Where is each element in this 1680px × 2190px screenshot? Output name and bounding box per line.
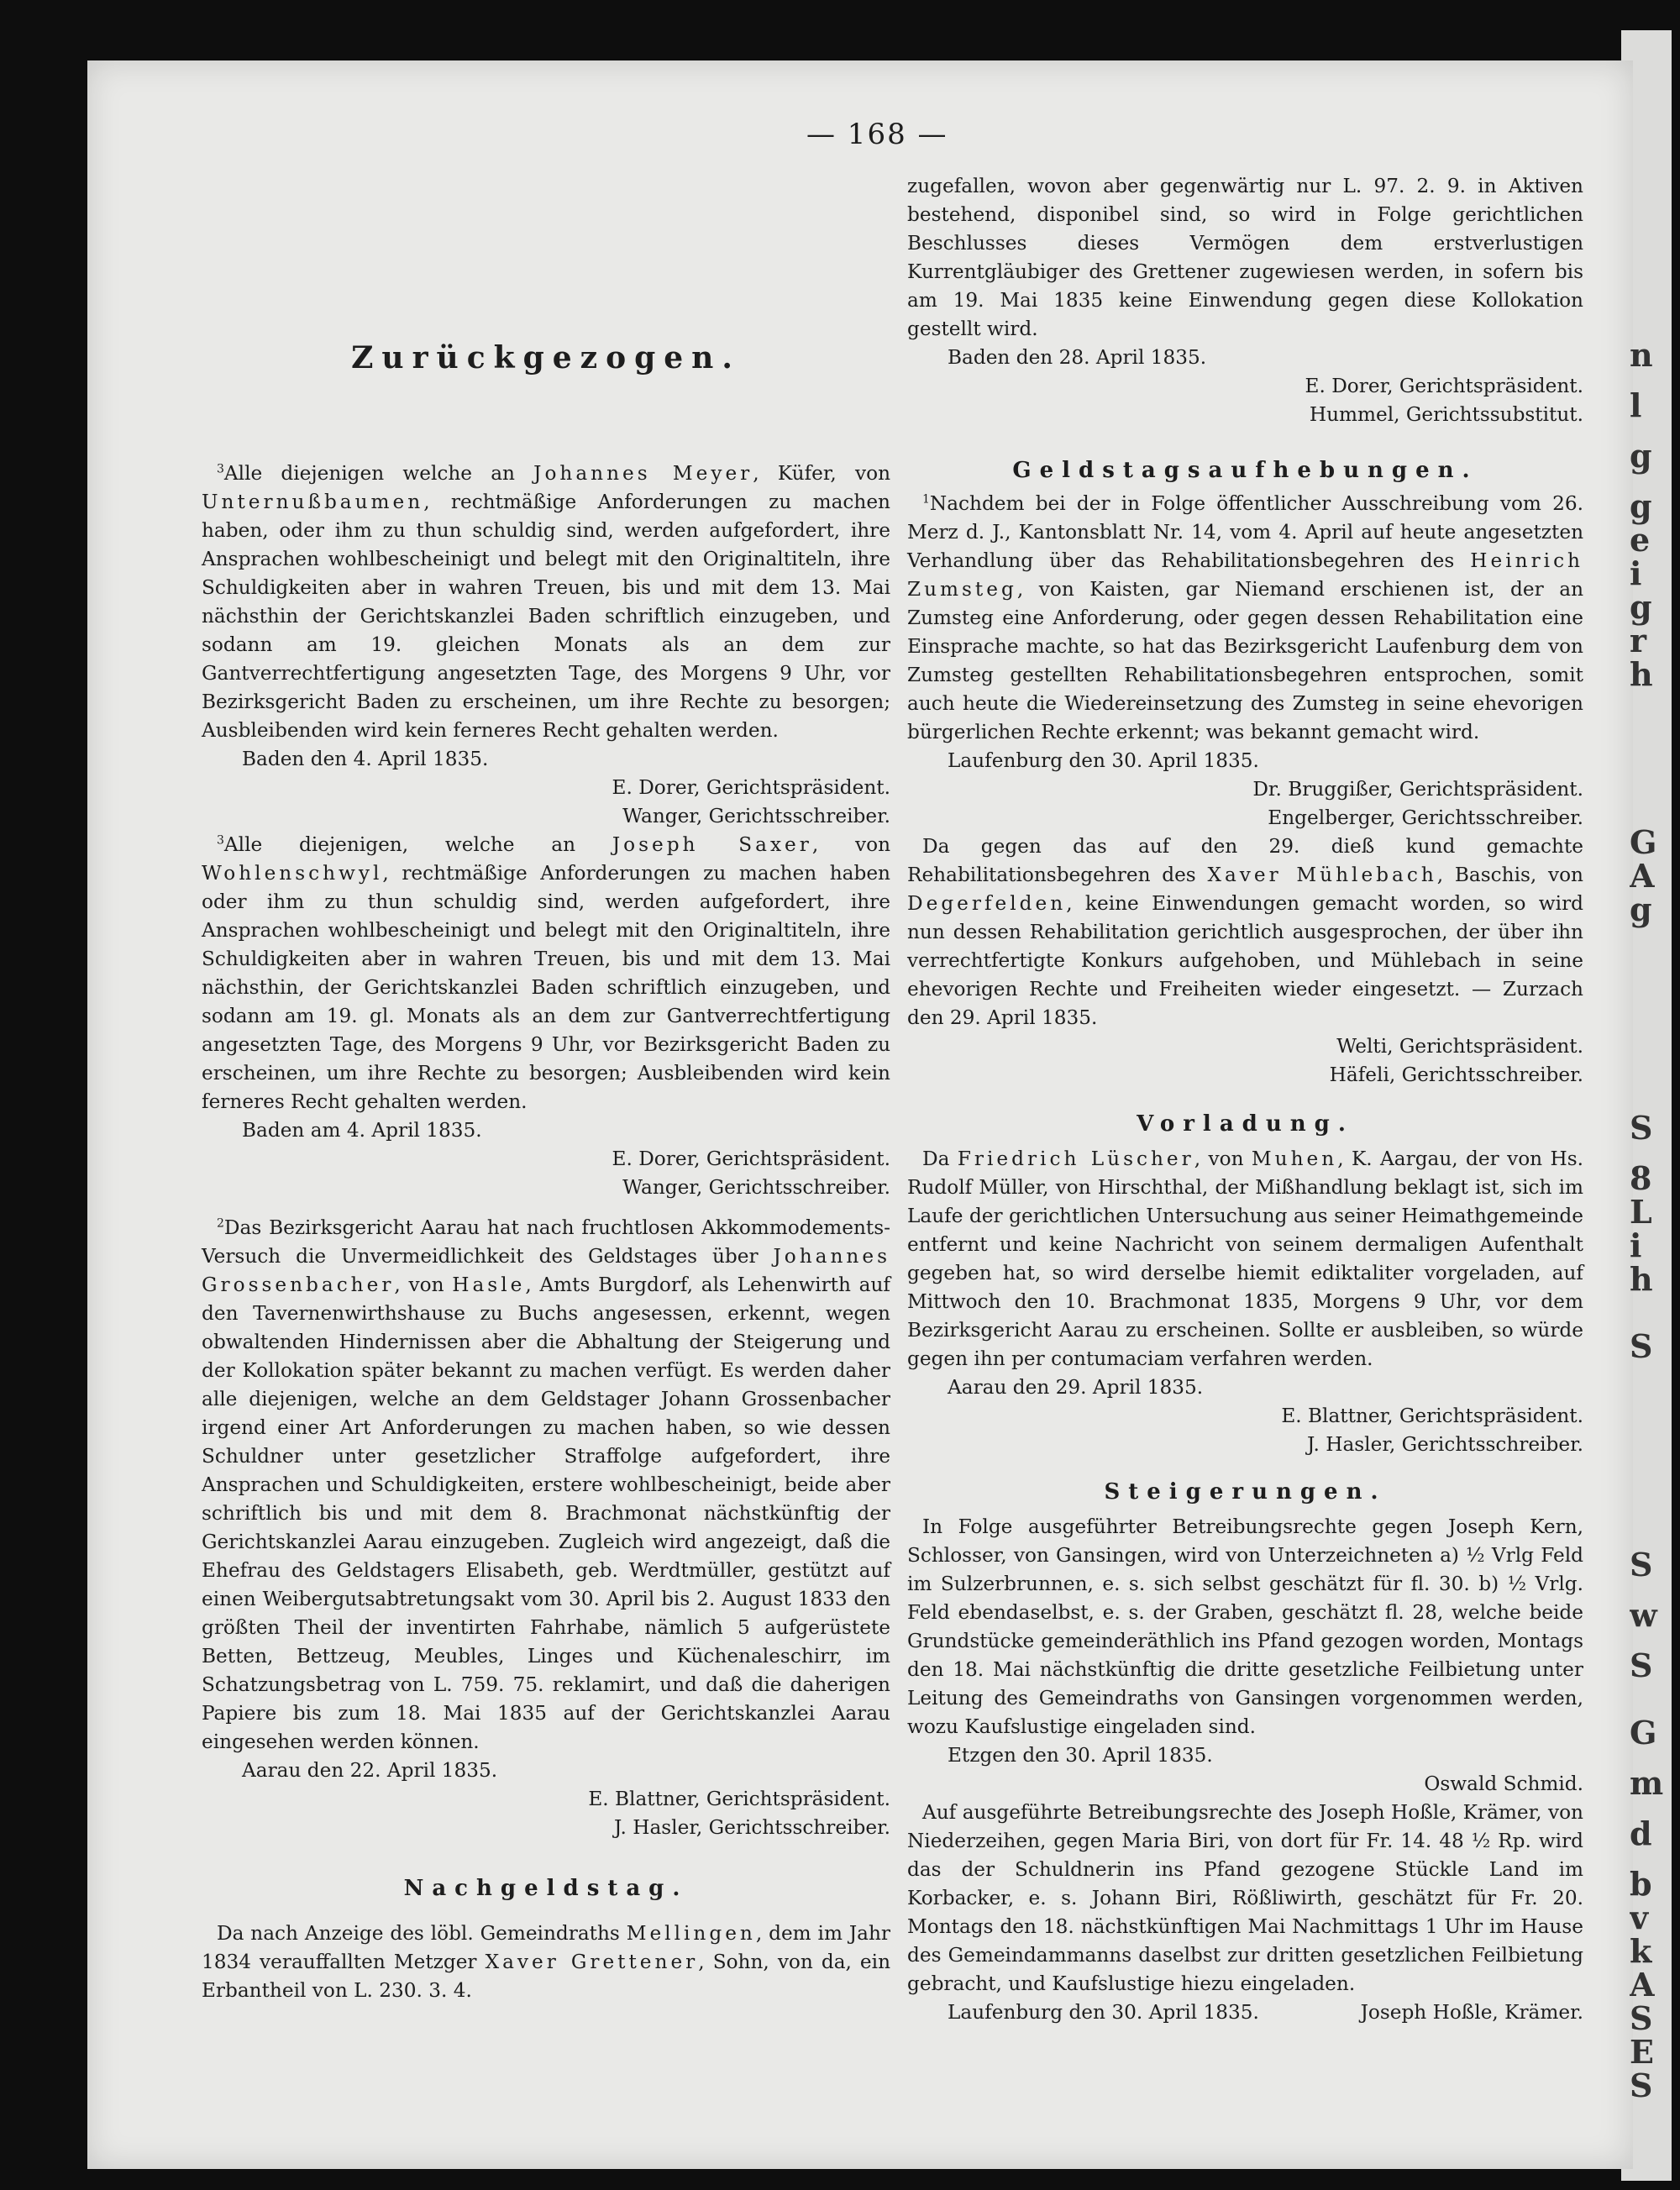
bleed-letter: k	[1630, 1932, 1652, 1970]
bleed-letter: e	[1630, 521, 1651, 559]
bleed-letter: S	[1630, 1546, 1653, 1583]
signature-clerk: Wanger, Gerichtsschreiber.	[622, 1176, 890, 1199]
bleed-letter: A	[1630, 857, 1655, 895]
bleed-letter: l	[1630, 386, 1642, 424]
notice-meyer: $^3$Alle diejenigen welche an Johannes Meyer, Küfer, von Unternußbaumen, rechtmäßige Anforderungen zu machen haben, oder ihm zu thun schuldig sind, werden aufgefordert, ihre Ansprachen wohlbescheinigt und belegt mit den Originaltiteln, ihre Schuldigkeiten aber in wahren Treuen, bis und mit dem 13. Mai nächsthin der Gerichtskanzlei Baden schriftlich einzugeben, und sodann am 19. gleichen Monats als an dem zur Gantverrechtfertigung angesetzten Tage, des Morgens 9 Uhr, vor Bezirksgericht Baden zu erscheinen, um ihre Rechte zu besorgen; Ausbleibenden wird kein ferneres Recht gehalten werden. Baden den 4. April 1835. E. Dorer, Gerichtspräsident. Wanger, Gerichtsschreiber.	[202, 460, 890, 831]
bleed-letter: i	[1630, 1226, 1642, 1264]
left-column	[202, 168, 890, 2005]
bleed-letter: g	[1630, 588, 1652, 626]
signature-clerk: Engelberger, Gerichtsschreiber.	[1268, 806, 1583, 829]
bleed-letter: r	[1630, 622, 1647, 659]
notice-grettener-continued: zugefallen, wovon aber gegenwärtig nur L. 97. 2. 9. in Aktiven bestehend, disponibel sind, so wird in Folge gerichtlichen Beschlusses dieses Vermögen dem erstverlustigen Kurrentgläubiger des Grettener zugewiesen werden, in sofern bis am 19. Mai 1835 keine Einwendung gegen diese Kollokation gestellt wird. Baden den 28. April 1835. E. Dorer, Gerichtspräsident. Hummel, Gerichtssubstitut.	[907, 172, 1583, 429]
bleed-letter: i	[1630, 554, 1642, 592]
page-number: — 168 —	[806, 118, 948, 151]
signature-clerk: Häfeli, Gerichtsschreiber.	[1329, 1063, 1583, 1086]
signature-schmid: Oswald Schmid.	[1424, 1772, 1583, 1795]
signature-substitute: Hummel, Gerichtssubstitut.	[1309, 403, 1583, 426]
bleed-letter: g	[1630, 487, 1652, 525]
notice-date: Laufenburg den 30. April 1835.	[948, 749, 1259, 772]
notice-kern: In Folge ausgeführter Betreibungsrechte gegen Joseph Kern, Schlosser, von Gansingen, wird von Unterzeichneten a) ½ Vrlg Feld im Sulzerbrunnen, e. s. sich selbst geschätzt für fl. 30. b) ½ Vrlg. Feld ebendaselbst, e. s. der Graben, geschätzt fl. 28, welche beide Grundstücke gemeinderäthlich ins Pfand gezogen worden, Montags den 18. Mai nächstkünftig die dritte gesetzliche Feilbietung unter Leitung des Gemeindraths von Gansingen vorgenommen werden, wozu Kaufslustige eingeladen sind. Etzgen den 30. April 1835. Oswald Schmid.	[907, 1513, 1583, 1799]
bleed-letter: G	[1630, 1714, 1657, 1751]
notice-date: Etzgen den 30. April 1835.	[948, 1744, 1213, 1767]
notice-luescher: Da Friedrich Lüscher, von Muhen, K. Aargau, der von Hs. Rudolf Müller, von Hirschthal, der Mißhandlung beklagt ist, sich im Laufe der gerichtlichen Untersuchung aus seiner Heimathgemeinde entfernt und keine Nachricht von seinem dermaligen Aufenthalt gegeben hat, so wird derselbe hiemit ediktaliter vorgeladen, auf Mittwoch den 10. Brachmonat 1835, Morgens 9 Uhr, vor dem Bezirksgericht Aarau zu erscheinen. Sollte er ausbleiben, so würde gegen ihn per contumaciam verfahren werden. Aarau den 29. April 1835. E. Blattner, Gerichtspräsident. J. Hasler, Gerichtsschreiber.	[907, 1145, 1583, 1459]
bleed-letter: h	[1630, 655, 1653, 693]
bleed-letter: g	[1630, 437, 1652, 475]
bleed-letter: v	[1630, 1899, 1649, 1936]
signature-president: E. Blattner, Gerichtspräsident.	[1281, 1405, 1583, 1427]
right-column	[907, 172, 1583, 2027]
signature-clerk: J. Hasler, Gerichtsschreiber.	[1307, 1433, 1583, 1456]
heading-nachgeldstag: Nachgeldstag.	[403, 1876, 689, 1901]
bleed-letter: m	[1630, 1764, 1664, 1802]
notice-grossenbacher: $^2$Das Bezirksgericht Aarau hat nach fruchtlosen Akkommodements-Versuch die Unvermeidlichkeit des Geldstages über Johannes Grossenbacher, von Hasle, Amts Burgdorf, als Lehenwirth auf den Tavernenwirthshause zu Buchs angesessen, erkennt, wegen obwaltenden Hindernissen aber die Abhaltung der Steigerung und der Kollokation später bekannt zu machen verfügt. Es werden daher alle diejenigen, welche an dem Geldstager Johann Grossenbacher irgend einer Art Anforderungen zu machen haben, so wie dessen Schuldner unter gesetzlicher Straffolge aufgefordert, ihre Ansprachen und Schuldigkeiten, erstere wohlbescheinigt, beide aber schriftlich bis und mit dem 8. Brachmonat nächstkünftig der Gerichtskanzlei Aarau einzugeben. Zugleich wird angezeigt, daß die Ehefrau des Geldstagers Elisabeth, geb. Werdtmüller, gestützt auf einen Weibergutsabtretungsakt vom 30. April bis 2. August 1833 den größten Theil der inventirten Fahrhabe, nämlich 5 aufgerüstete Betten, Bettzeug, Meubles, Linges und Küchenaleschirr, im Schatzungsbetrag von L. 759. 75. reklamirt, und daß die daherigen Papiere bis zum 18. Mai 1835 auf der Gerichtskanzlei Aarau eingesehen werden können. Aarau den 22. April 1835. E. Blattner, Gerichtspräsident. J. Hasler, Gerichtsschreiber.	[202, 1214, 890, 1842]
notice-grettener: Da nach Anzeige des löbl. Gemeindraths Mellingen, dem im Jahr 1834 verauffallten Metzger Xaver Grettener, Sohn, von da, ein Erbantheil von L. 230. 3. 4.	[202, 1922, 891, 2002]
notice-hossle: Auf ausgeführte Betreibungsrechte des Joseph Hoßle, Krämer, von Niederzeihen, gegen Maria Biri, von dort für Fr. 14. 48 ½ Rp. wird das der Schuldnerin ins Pfand gezogene Stückle Land im Korbacker, e. s. Johann Biri, Rößliwirth, geschätzt für Fr. 20. Montags den 18. nächstkünftigen Mai Nachmittags 1 Uhr im Hause des Gemeindammanns daselbst zur dritten gesetzlichen Feilbietung gebracht, und Kaufslustige hiezu eingeladen. Laufenburg den 30. April 1835. Joseph Hoßle, Krämer.	[907, 1799, 1583, 2027]
bleed-letter: S	[1630, 2067, 1653, 2104]
notice-saxer: $^3$Alle diejenigen, welche an Joseph Saxer, von Wohlenschwyl, rechtmäßige Anforderungen zu machen haben oder ihm zu thun schuldig sind, werden aufgefordert, ihre Ansprachen wohlbescheinigt und belegt mit den Originaltiteln, ihre Schuldigkeiten aber in wahren Treuen, bis und mit dem 13. Mai nächsthin, der Gerichtskanzlei Baden schriftlich einzugeben, und sodann am 19. gl. Monats als an dem zur Gantverrechtfertigung angesetzten Tage, des Morgens 9 Uhr, vor Bezirksgericht Baden zu erscheinen, um ihre Rechte zu besorgen; Ausbleibenden wird kein ferneres Recht gehalten werden. Baden am 4. April 1835. E. Dorer, Gerichtspräsident. Wanger, Gerichtsschreiber.	[202, 831, 890, 1202]
bleed-letter: E	[1630, 2033, 1654, 2071]
signature-hossle: Joseph Hoßle, Krämer.	[1360, 2001, 1583, 2024]
notice-date: Baden am 4. April 1835.	[242, 1119, 482, 1142]
notice-date: Laufenburg den 30. April 1835.	[948, 2001, 1259, 2024]
bleed-letter: w	[1630, 1596, 1657, 1634]
heading-vorladung: Vorladung.	[1137, 1111, 1354, 1137]
signature-clerk: Wanger, Gerichtsschreiber.	[622, 805, 890, 827]
signature-president: Welti, Gerichtspräsident.	[1336, 1035, 1583, 1058]
bleed-letter: d	[1630, 1814, 1652, 1852]
bleed-letter: S	[1630, 1109, 1653, 1147]
bleed-letter: G	[1630, 823, 1657, 861]
bleed-letter: S	[1630, 1999, 1653, 2037]
bleed-letter: 8	[1630, 1159, 1652, 1197]
bleed-letter: b	[1630, 1865, 1652, 1903]
bleed-letter: S	[1630, 1327, 1653, 1365]
facing-page-bleed	[1630, 50, 1678, 2184]
bleed-letter: A	[1630, 1966, 1655, 2004]
heading-steigerungen: Steigerungen.	[1104, 1479, 1387, 1505]
notice-date: Baden den 4. April 1835.	[242, 748, 489, 770]
notice-date: Aarau den 29. April 1835.	[948, 1376, 1204, 1399]
signature-president: E. Blattner, Gerichtspräsident.	[588, 1788, 890, 1810]
signature-president: E. Dorer, Gerichtspräsident.	[612, 1148, 890, 1170]
notice-date: Aarau den 22. April 1835.	[242, 1759, 498, 1782]
heading-withdrawn: Zurückgezogen.	[351, 340, 741, 376]
notice-date: Baden den 28. April 1835.	[948, 346, 1207, 369]
bleed-letter: h	[1630, 1260, 1653, 1298]
signature-clerk: J. Hasler, Gerichtsschreiber.	[614, 1816, 890, 1839]
signature-president: Dr. Bruggißer, Gerichtspräsident.	[1252, 778, 1583, 801]
signature-president: E. Dorer, Gerichtspräsident.	[612, 776, 890, 799]
heading-geldstagsaufhebungen: Geldstagsaufhebungen.	[1012, 458, 1478, 483]
bleed-letter: g	[1630, 890, 1652, 928]
bleed-letter: S	[1630, 1646, 1653, 1684]
signature-president: E. Dorer, Gerichtspräsident.	[1305, 375, 1583, 397]
notice-muehlebach: Da gegen das auf den 29. dieß kund gemachte Rehabilitationsbegehren des Xaver Mühlebach, Baschis, von Degerfelden, keine Einwendungen gemacht worden, so wird nun dessen Rehabilitation gerichtlich ausgesprochen, der über ihn verrechtfertigte Konkurs aufgehoben, und Mühlebach in seine ehevorigen Rechte und Freiheiten wieder eingesetzt. — Zurzach den 29. April 1835. Welti, Gerichtspräsident. Häfeli, Gerichtsschreiber.	[907, 832, 1583, 1090]
bleed-letter: n	[1630, 336, 1653, 374]
notice-zumsteg: $^1$Nachdem bei der in Folge öffentlicher Ausschreibung vom 26. Merz d. J., Kantonsblatt Nr. 14, vom 4. April auf heute angesetzten Verhandlung über das Rehabilitationsbegehren des Heinrich Zumsteg, von Kaisten, gar Niemand erschienen ist, der an Zumsteg eine Anforderung, oder gegen dessen Rehabilitation eine Einsprache machte, so hat das Bezirksgericht Laufenburg dem von Zumsteg gestellten Rehabilitationsbegehren entsprochen, somit auch heute die Wiedereinsetzung des Zumsteg in seine ehevorigen bürgerlichen Rechte erkennt; was bekannt gemacht wird. Laufenburg den 30. April 1835. Dr. Bruggißer, Gerichtspräsident. Engelberger, Gerichtsschreiber.	[907, 490, 1583, 832]
bleed-letter: L	[1630, 1193, 1652, 1231]
